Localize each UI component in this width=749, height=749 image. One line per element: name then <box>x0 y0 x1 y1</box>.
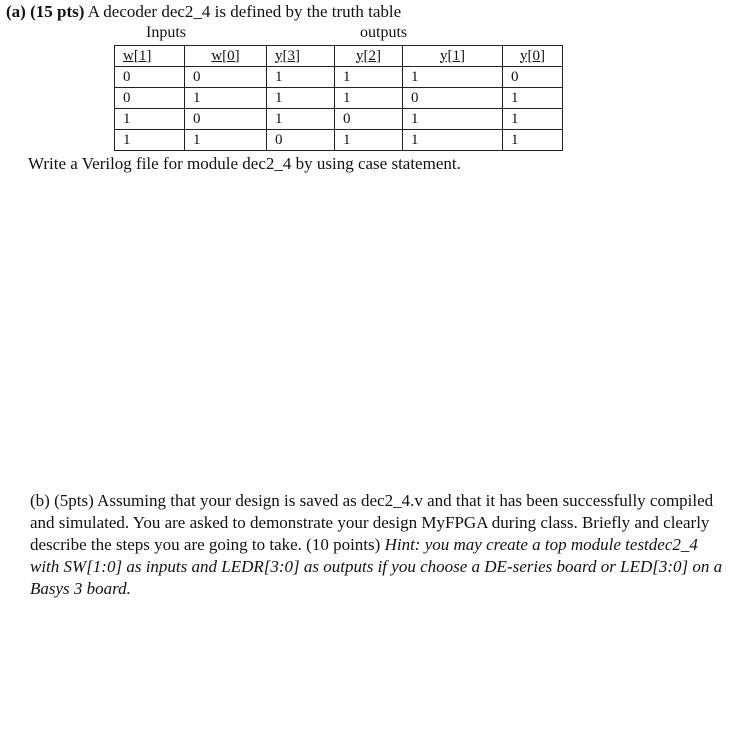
table-row <box>115 67 563 88</box>
table-cell: 1 <box>403 67 503 88</box>
table-cell: 0 <box>185 109 267 130</box>
table-header-row <box>115 46 563 67</box>
table-cell: 1 <box>267 67 335 88</box>
table-cell: 0 <box>267 130 335 151</box>
table-cell: 1 <box>335 130 403 151</box>
table-cell: 1 <box>185 88 267 109</box>
question-b-text: (b) (5pts) Assuming that your design is saved as dec2_4.v and that it has been successfully compiled and simulated. You are asked to demonstrate your design MyFPGA during class. Briefly and clearly describe the steps you are going to take. (10 points) <box>30 491 714 554</box>
question-a-label: (a) (15 pts) <box>6 2 85 21</box>
question-a-text: A decoder dec2_4 is defined by the truth table <box>84 2 402 21</box>
table-cell: 0 <box>115 88 185 109</box>
table-cell: 1 <box>403 109 503 130</box>
header-y1: y[1] <box>403 46 503 67</box>
table-cell: 1 <box>503 88 563 109</box>
table-cell: 1 <box>403 130 503 151</box>
table-cell: 1 <box>335 88 403 109</box>
table-cell: 1 <box>267 109 335 130</box>
question-b <box>30 490 730 600</box>
header-y3: y[3] <box>267 46 335 67</box>
question-b-hint: Hint: you may create a top module testdec2_4 with SW[1:0] as inputs and LEDR[3:0] as outputs if you choose a DE-series board or LED[3:0] on a Basys 3 board. <box>30 535 723 598</box>
table-row <box>115 109 563 130</box>
table-cell: 0 <box>403 88 503 109</box>
table-cell: 1 <box>115 130 185 151</box>
truth-table <box>114 45 563 151</box>
table-cell: 1 <box>503 130 563 151</box>
table-cell: 1 <box>115 109 185 130</box>
table-row <box>115 130 563 151</box>
question-a-heading <box>6 2 401 22</box>
header-y0: y[0] <box>503 46 563 67</box>
table-cell: 0 <box>335 109 403 130</box>
table-cell: 0 <box>115 67 185 88</box>
table-cell: 1 <box>185 130 267 151</box>
header-w1: w[1] <box>115 46 185 67</box>
table-cell: 1 <box>503 109 563 130</box>
table-row <box>115 88 563 109</box>
header-y2: y[2] <box>335 46 403 67</box>
inputs-label: Inputs <box>146 24 186 41</box>
table-cell: 1 <box>267 88 335 109</box>
table-cell: 1 <box>335 67 403 88</box>
instruction-a: Write a Verilog file for module dec2_4 by using case statement. <box>28 154 461 173</box>
outputs-label: outputs <box>360 24 408 41</box>
table-cell: 0 <box>185 67 267 88</box>
table-cell: 0 <box>503 67 563 88</box>
header-w0: w[0] <box>185 46 267 67</box>
